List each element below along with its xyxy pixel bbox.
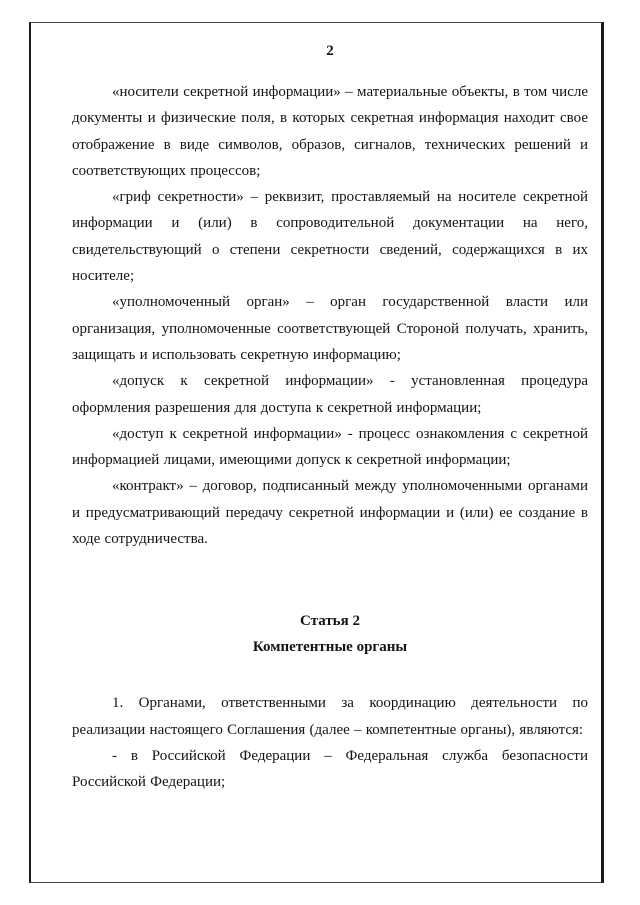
document-body bbox=[72, 43, 588, 796]
definition-paragraph: «доступ к секретной информации» - процесс ознакомления с секретной информацией лицами, имеющими допуск к секретной информации; bbox=[72, 425, 588, 469]
article-title: Компетентные органы bbox=[252, 639, 408, 656]
article-paragraph: - в Российской Федерации – Федеральная служба безопасности Российской Федерации; bbox=[72, 747, 588, 791]
article-paragraph: 1. Органами, ответственными за координацию деятельности по реализации настоящего Соглашения (далее – компетентные органы), являются: bbox=[72, 695, 588, 738]
definition-paragraph: «гриф секретности» – реквизит, проставляемый на носителе секретной информации и (или) в сопроводительной документации на него, свидетельствующий о степени секретности сведений, содержащихся в их носителе; bbox=[72, 189, 588, 285]
definition-paragraph: «носители секретной информации» – материальные объекты, в том числе документы и физические поля, в которых секретная информация находит свое отображение в виде символов, образов, сигналов, технических решений и соответствующих процессов; bbox=[72, 84, 588, 179]
definition-paragraph: «контракт» – договор, подписанный между уполномоченными органами и предусматривающий передачу секретной информации и (или) ее создание в ходе сотрудничества. bbox=[72, 478, 588, 548]
definition-paragraph: «допуск к секретной информации» - установленная процедура оформления разрешения для доступа к секретной информации; bbox=[72, 373, 588, 416]
page-number: 2 bbox=[326, 43, 334, 59]
definition-paragraph: «уполномоченный орган» – орган государственной власти или организация, уполномоченные соответствующей Стороной получать, хранить, защищать и использовать секретную информацию; bbox=[72, 294, 588, 363]
article-number: Статья 2 bbox=[300, 613, 360, 630]
